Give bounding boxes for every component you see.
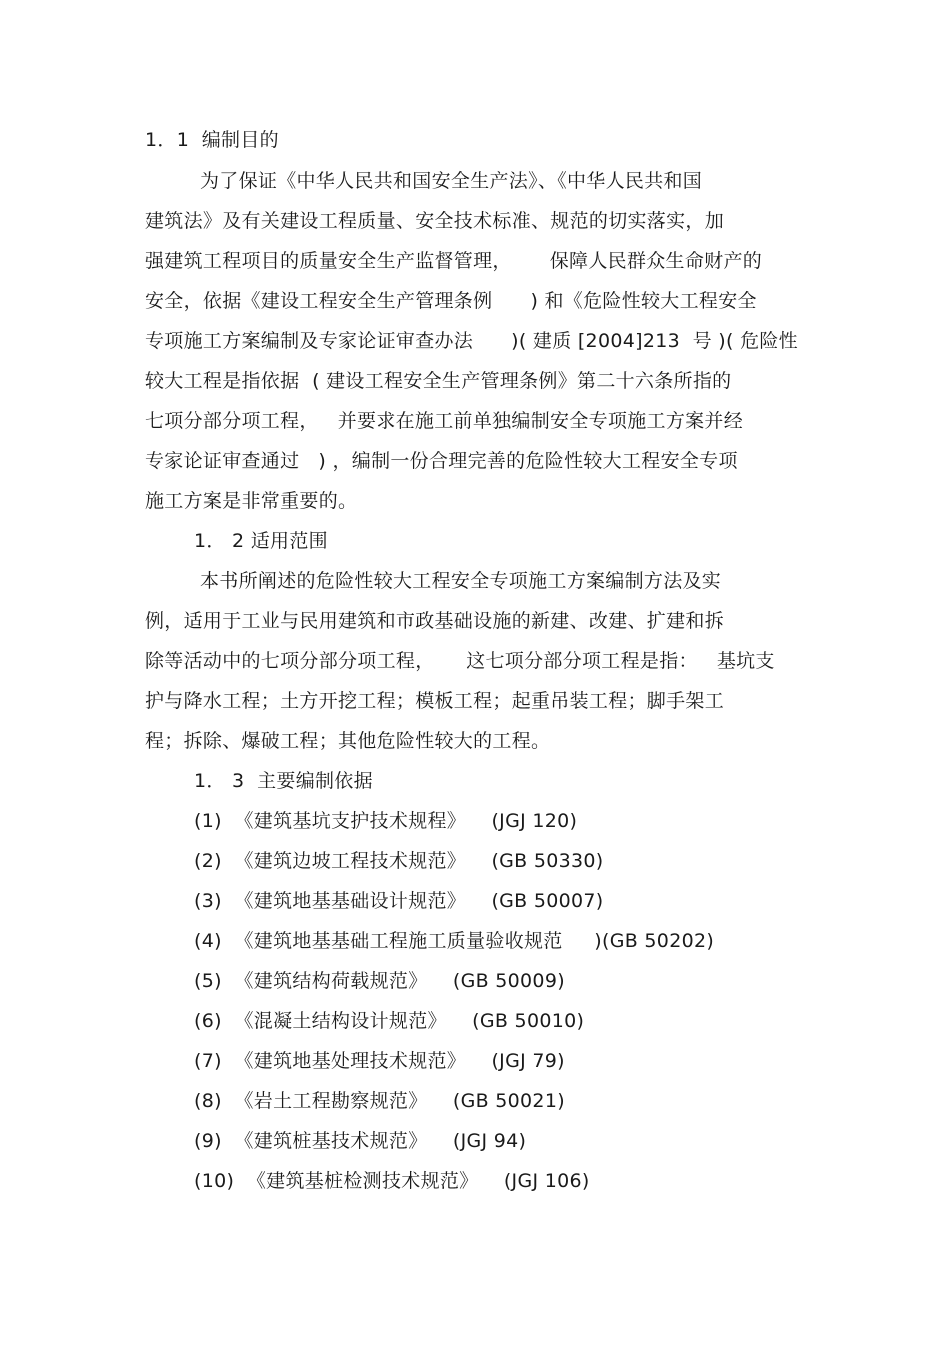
list-item: (9) 《建筑桩基技术规范》 (JGJ 94) xyxy=(194,1130,527,1152)
paragraph-line: 建筑法》及有关建设工程质量、安全技术标准、规范的切实落实，加 xyxy=(145,210,725,232)
paragraph-line: 例，适用于工业与民用建筑和市政基础设施的新建、改建、扩建和拆 xyxy=(145,610,725,632)
section-heading-1-3: 1． 3 主要编制依据 xyxy=(194,770,373,792)
list-item: (6) 《混凝土结构设计规范》 (GB 50010) xyxy=(194,1010,585,1032)
list-item: (1) 《建筑基坑支护技术规程》 (JGJ 120) xyxy=(194,810,578,832)
list-item: (8) 《岩土工程勘察规范》 (GB 50021) xyxy=(194,1090,565,1112)
list-item: (7) 《建筑地基处理技术规范》 (JGJ 79) xyxy=(194,1050,565,1072)
paragraph-line: 较大工程是指依据 ( 建设工程安全生产管理条例》第二十六条所指的 xyxy=(145,370,732,392)
list-item: (4) 《建筑地基基础工程施工质量验收规范 )(GB 50202) xyxy=(194,930,715,952)
paragraph-line: 强建筑工程项目的质量安全生产监督管理， 保障人民群众生命财产的 xyxy=(145,250,763,272)
paragraph-line: 专家论证审查通过 ) ，编制一份合理完善的危险性较大工程安全专项 xyxy=(145,450,738,472)
paragraph-line: 除等活动中的七项分部分项工程， 这七项分部分项工程是指： 基坑支 xyxy=(145,650,775,672)
paragraph-line: 本书所阐述的危险性较大工程安全专项施工方案编制方法及实 xyxy=(200,570,722,592)
list-item: (5) 《建筑结构荷载规范》 (GB 50009) xyxy=(194,970,565,992)
paragraph-line: 为了保证《中华人民共和国安全生产法》、《中华人民共和国 xyxy=(200,170,703,192)
paragraph-line: 护与降水工程；土方开挖工程；模板工程；起重吊装工程；脚手架工 xyxy=(145,690,725,712)
paragraph-line: 施工方案是非常重要的。 xyxy=(145,490,358,512)
paragraph-line: 七项分部分项工程， 并要求在施工前单独编制安全专项施工方案并经 xyxy=(145,410,744,432)
paragraph-line: 安全，依据《建设工程安全生产管理条例 ) 和《危险性较大工程安全 xyxy=(145,290,757,312)
paragraph-line: 程；拆除、爆破工程；其他危险性较大的工程。 xyxy=(145,730,551,752)
list-item: (3) 《建筑地基基础设计规范》 (GB 50007) xyxy=(194,890,604,912)
section-heading-1-2: 1． 2 适用范围 xyxy=(194,530,328,552)
paragraph-line: 专项施工方案编制及专家论证审查办法 )( 建质 [2004]213 号 )( 危险性 xyxy=(145,330,798,352)
list-item: (2) 《建筑边坡工程技术规范》 (GB 50330) xyxy=(194,850,604,872)
list-item: (10) 《建筑基桩检测技术规范》 (JGJ 106) xyxy=(194,1170,590,1192)
section-heading-1-1: 1．1 编制目的 xyxy=(145,129,279,151)
